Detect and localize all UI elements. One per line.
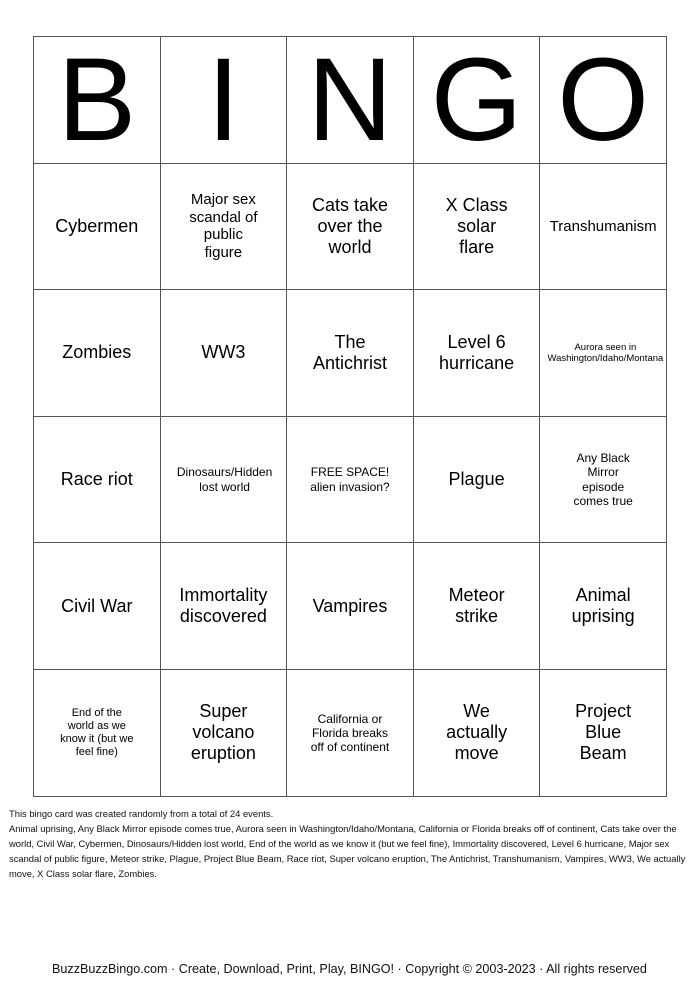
bingo-cell bbox=[413, 290, 540, 417]
bingo-cell bbox=[540, 290, 667, 417]
bingo-row-1 bbox=[34, 163, 667, 290]
bingo-row-4 bbox=[34, 543, 667, 670]
bingo-cell bbox=[160, 669, 287, 796]
bingo-cell bbox=[160, 416, 287, 543]
cell-text: California or Florida breaks off of continent bbox=[310, 711, 390, 754]
cell-text: Transhumanism bbox=[549, 217, 657, 235]
cell-text: Plague bbox=[448, 468, 505, 489]
card-info bbox=[9, 806, 693, 881]
bingo-row-2 bbox=[34, 290, 667, 417]
header-letter-g: G bbox=[413, 37, 540, 164]
events-list: Animal uprising, Any Black Mirror episode comes true, Aurora seen in Washington/Idaho/Montana, California or Florida breaks off of continent, Cats take over the world, Civil War, Cybermen, Dinosaurs/Hidden lost world, End of the world as we know it (but we feel fine), Immortality discovered, Level 6 hurricane, Major sex scandal of public figure, Meteor strike, Plague, Project Blue Beam, Race riot, Super volcano eruption, The Antichrist, Transhumanism, Vampires, WW3, We actually move, X Class solar flare, Zombies. bbox=[9, 823, 686, 879]
bingo-cell bbox=[413, 416, 540, 543]
cell-text: Vampires bbox=[312, 595, 388, 616]
bingo-row-5 bbox=[34, 669, 667, 796]
bingo-row-3 bbox=[34, 416, 667, 543]
bingo-cell bbox=[34, 416, 161, 543]
bingo-cell bbox=[34, 543, 161, 670]
bingo-cell bbox=[540, 163, 667, 290]
cell-text: Race riot bbox=[60, 468, 133, 489]
bingo-cell bbox=[160, 163, 287, 290]
cell-text: Dinosaurs/Hidden lost world bbox=[176, 465, 273, 494]
cell-text: WW3 bbox=[201, 342, 246, 363]
cell-text: Civil War bbox=[61, 595, 133, 616]
cell-text: We actually move bbox=[446, 700, 508, 764]
bingo-cell bbox=[540, 416, 667, 543]
bingo-cell bbox=[287, 290, 414, 417]
cell-text: Immortality discovered bbox=[179, 584, 268, 627]
cell-text: X Class solar flare bbox=[445, 194, 508, 257]
cell-text: Project Blue Beam bbox=[575, 700, 632, 764]
header-letter-n: N bbox=[287, 37, 414, 164]
bingo-cell bbox=[34, 669, 161, 796]
bingo-cell bbox=[287, 669, 414, 796]
bingo-cell bbox=[34, 290, 161, 417]
events-summary: This bingo card was created randomly from a total of 24 events. bbox=[9, 808, 274, 819]
header-letter-i: I bbox=[160, 37, 287, 164]
header-letter-o: O bbox=[540, 37, 667, 164]
header-row bbox=[34, 37, 667, 164]
bingo-cell bbox=[413, 669, 540, 796]
cell-text: Cybermen bbox=[55, 215, 139, 236]
header-letter-b: B bbox=[34, 37, 161, 164]
bingo-cell bbox=[413, 163, 540, 290]
cell-text: FREE SPACE! alien invasion? bbox=[310, 465, 390, 494]
bingo-cell bbox=[287, 543, 414, 670]
cell-text: Animal uprising bbox=[571, 584, 635, 627]
bingo-cell bbox=[540, 543, 667, 670]
cell-text: Major sex scandal of public figure bbox=[189, 191, 258, 262]
bingo-cell bbox=[287, 163, 414, 290]
free-space-cell bbox=[287, 416, 414, 543]
bingo-cell bbox=[160, 290, 287, 417]
cell-text: Super volcano eruption bbox=[190, 700, 256, 764]
bingo-cell bbox=[34, 163, 161, 290]
bingo-cell bbox=[413, 543, 540, 670]
cell-text: Zombies bbox=[62, 342, 132, 363]
footer-copyright: BuzzBuzzBingo.com · Create, Download, Print, Play, BINGO! · Copyright © 2003-2023 · All rights reserved bbox=[52, 962, 647, 976]
cell-text: Aurora seen in Washington/Idaho/Montana bbox=[547, 341, 664, 364]
cell-text: End of the world as we know it (but we feel fine) bbox=[60, 706, 134, 758]
bingo-cell bbox=[160, 543, 287, 670]
cell-text: Cats take over the world bbox=[311, 194, 388, 257]
cell-text: Meteor strike bbox=[448, 584, 505, 627]
cell-text: Any Black Mirror episode comes true bbox=[573, 451, 633, 508]
cell-text: Level 6 hurricane bbox=[439, 331, 515, 373]
bingo-cell bbox=[540, 669, 667, 796]
bingo-card bbox=[33, 33, 667, 797]
cell-text: The Antichrist bbox=[312, 331, 387, 373]
